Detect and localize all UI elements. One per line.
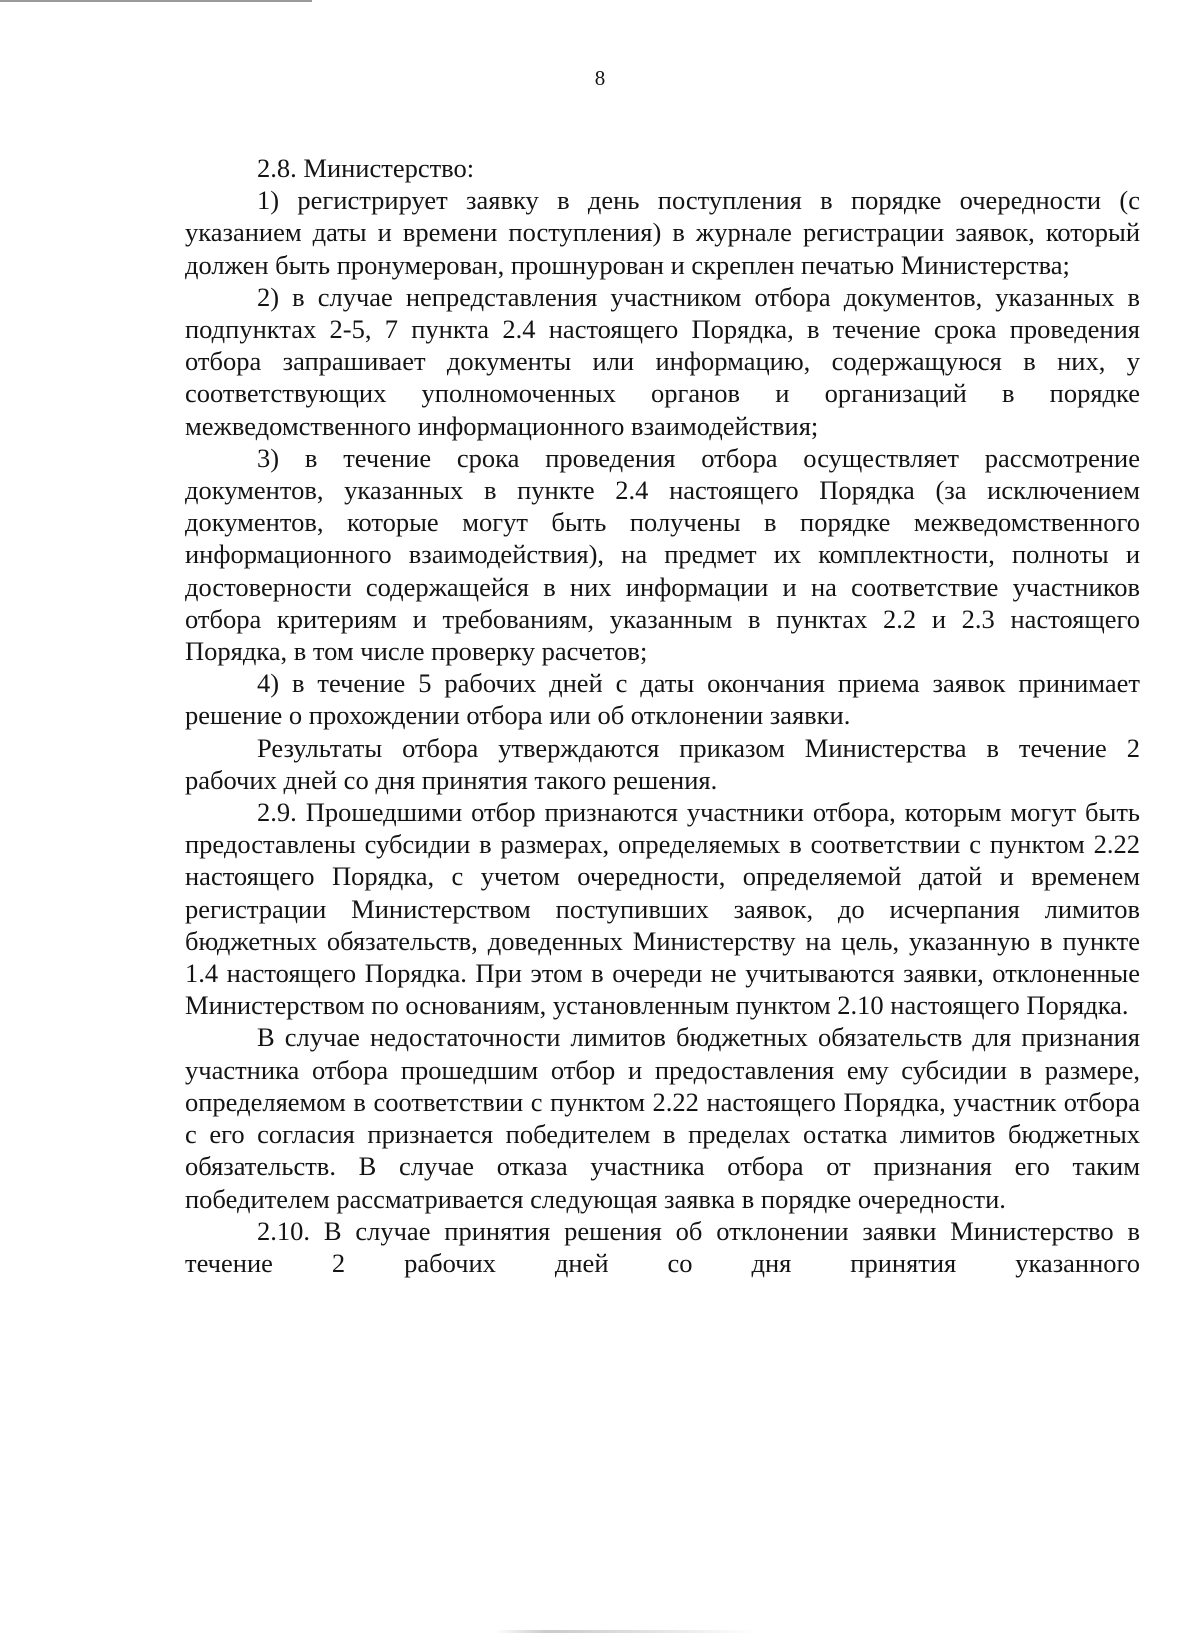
scan-edge-line	[0, 0, 312, 2]
scan-artifact	[495, 1630, 755, 1633]
paragraph-2-10: 2.10. В случае принятия решения об отклонении заявки Министерство в течение 2 рабочих дней со дня принятия указанного	[185, 1215, 1140, 1278]
document-body	[185, 152, 1140, 1279]
page-number: 8	[594, 66, 606, 90]
paragraph-insufficient-limits: В случае недостаточности лимитов бюджетных обязательств для признания участника отбора прошедшим отбор и предоставления ему субсидии в размере, определяемом в соответствии с пунктом 2.22 настоящего Порядка, участник отбора с его согласия признается победителем в пределах остатка лимитов бюджетных обязательств. В случае отказа участника отбора от признания его таким победителем рассматривается следующая заявка в порядке очередности.	[185, 1022, 1140, 1214]
paragraph-item-4: 4) в течение 5 рабочих дней с даты окончания приема заявок принимает решение о прохождении отбора или об отклонении заявки.	[185, 668, 1140, 731]
paragraph-item-1: 1) регистрирует заявку в день поступления в порядке очередности (с указанием даты и времени поступления) в журнале регистрации заявок, который должен быть пронумерован, прошнурован и скреплен печатью Министерства;	[185, 185, 1140, 280]
paragraph-2-8-heading: 2.8. Министерство:	[257, 153, 475, 183]
paragraph-2-9: 2.9. Прошедшими отбор признаются участники отбора, которым могут быть предоставлены субсидии в размерах, определяемых в соответствии с пунктом 2.22 настоящего Порядка, с учетом очередности, определяемой датой и временем регистрации Министерством поступивших заявок, до исчерпания лимитов бюджетных обязательств, доведенных Министерству на цель, указанную в пункте 1.4 настоящего Порядка. При этом в очереди не учитываются заявки, отклоненные Министерством по основаниям, установленным пунктом 2.10 настоящего Порядка.	[185, 797, 1140, 1021]
paragraph-item-2: 2) в случае непредставления участником отбора документов, указанных в подпунктах 2-5, 7 пункта 2.4 настоящего Порядка, в течение срока проведения отбора запрашивает документы или информацию, содержащуюся в них, у соответствующих уполномоченных органов и организаций в порядке межведомственного информационного взаимодействия;	[185, 281, 1140, 441]
paragraph-item-3: 3) в течение срока проведения отбора осуществляет рассмотрение документов, указанных в пункте 2.4 настоящего Порядка (за исключением документов, которые могут быть получены в порядке межведомственного информационного взаимодействия), на предмет их комплектности, полноты и достоверности содержащейся в них информации и на соответствие участников отбора критериям и требованиям, указанным в пунктах 2.2 и 2.3 настоящего Порядка, в том числе проверку расчетов;	[185, 442, 1140, 667]
paragraph-results: Результаты отбора утверждаются приказом Министерства в течение 2 рабочих дней со дня принятия такого решения.	[185, 732, 1140, 795]
